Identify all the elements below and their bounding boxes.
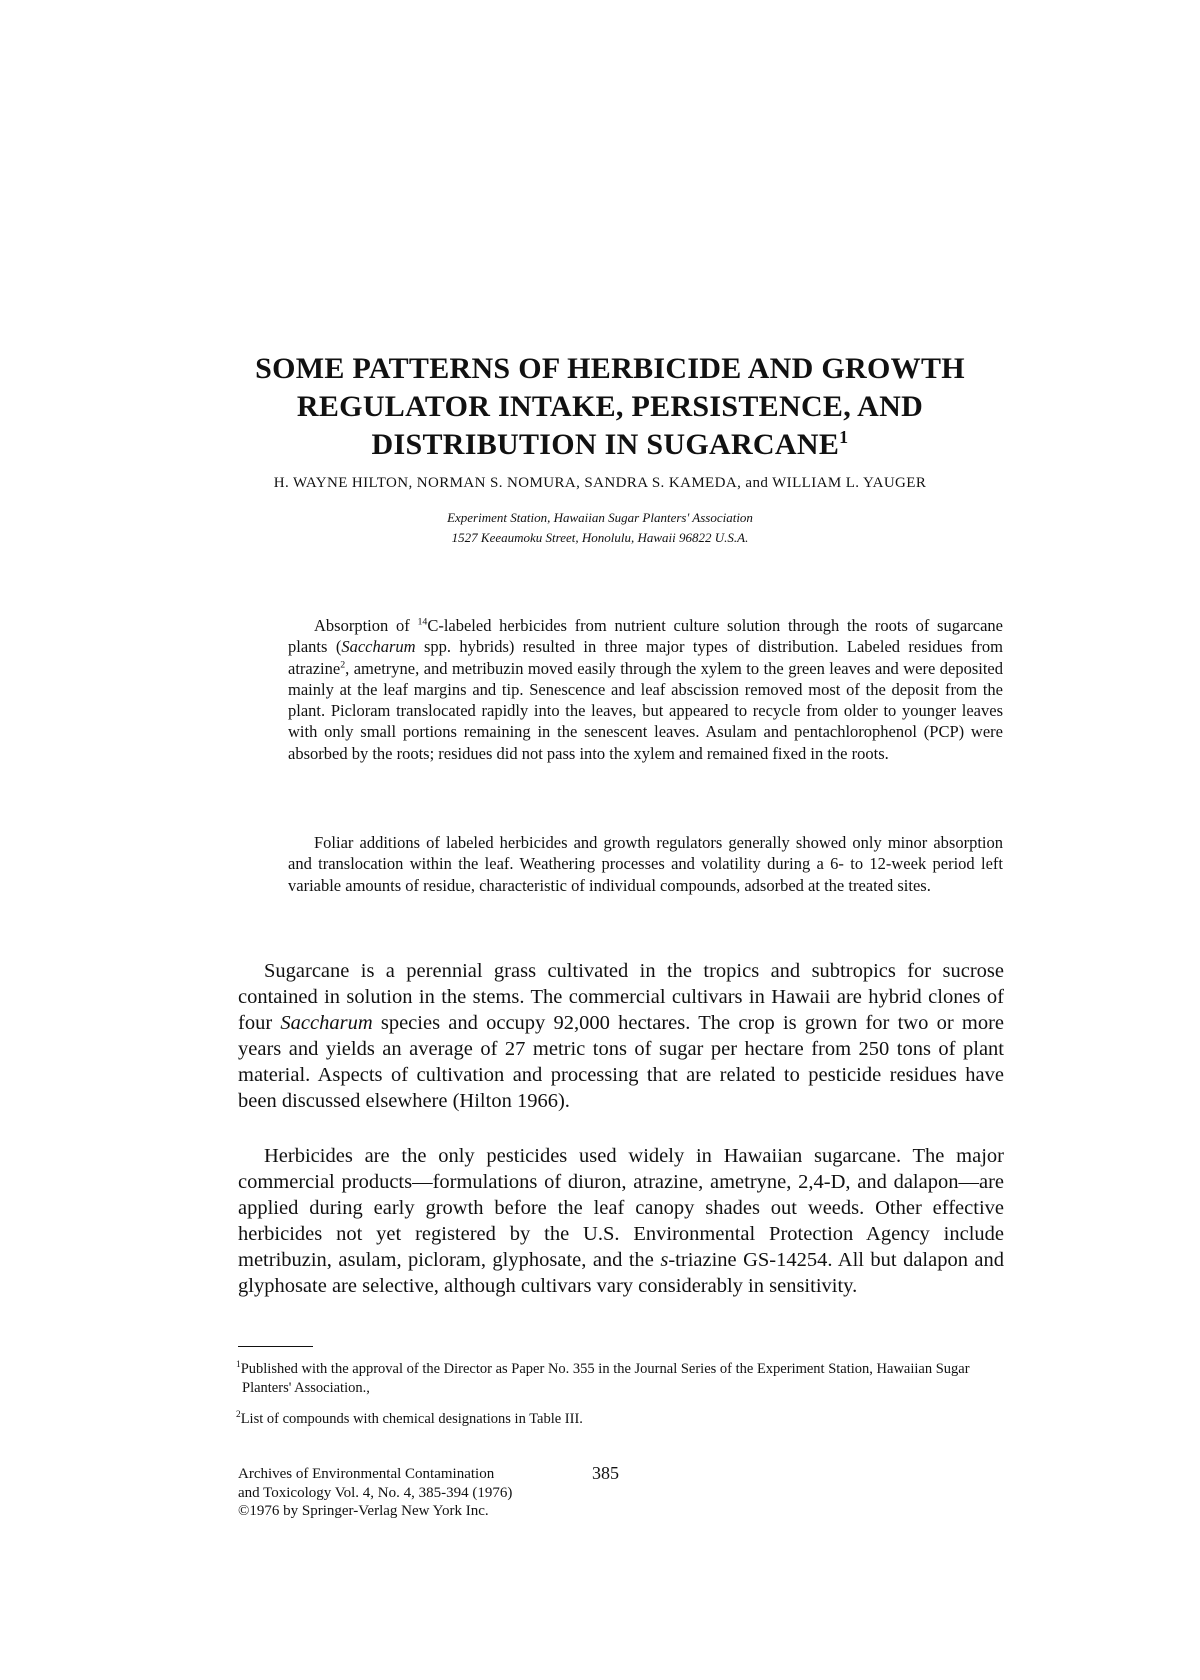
title-footnote-mark: 1 xyxy=(839,427,849,447)
body-text: -triazine GS-14254. All but dalapon and glyphosate are selective, although cultivars vary considerably in sensitivity. xyxy=(238,1249,1004,1297)
footnote xyxy=(236,1410,1012,1429)
title-line: SOME PATTERNS OF HERBICIDE AND GROWTH xyxy=(255,352,965,385)
abstract-paragraph: Foliar additions of labeled herbicides and growth regulators generally showed only minor absorption and translocation within the leaf. Weathering processes and volatility during a 6- to 12-week period left variable amounts of residue, characteristic of individual compounds, adsorbed at the treated sites. xyxy=(288,833,1003,895)
journal-line: and Toxicology Vol. 4, No. 4, 385-394 (1976) xyxy=(238,1484,513,1501)
affiliation xyxy=(150,508,1050,548)
footnote-text: Published with the approval of the Director as Paper No. 355 in the Journal Series of the Experiment Station, Hawaiian Sugar Planters' Association., xyxy=(240,1361,970,1396)
affiliation-line: 1527 Keeaumoku Street, Honolulu, Hawaii 96822 U.S.A. xyxy=(451,530,749,545)
journal-citation xyxy=(238,1465,578,1521)
title-line-text: DISTRIBUTION IN SUGARCANE xyxy=(371,428,840,461)
body-text: species and occupy 92,000 hectares. The crop is grown for two or more years and yields an average of 27 metric tons of sugar per hectare from 250 tons of plant material. Aspects of cultivation and processing that are related to pesticide residues have been discussed elsewhere (Hilton 1966). xyxy=(238,1012,1004,1112)
body-paragraph xyxy=(238,1143,1004,1299)
title-line: REGULATOR INTAKE, PERSISTENCE, AND xyxy=(296,390,924,423)
genus-name: Saccharum xyxy=(280,1012,373,1034)
footnote xyxy=(236,1360,1012,1398)
footnote-mark: 2 xyxy=(236,1410,241,1421)
author-list: H. WAYNE HILTON, NORMAN S. NOMURA, SANDRA S. KAMEDA, and WILLIAM L. YAUGER xyxy=(273,475,927,491)
footnote-divider xyxy=(238,1346,313,1347)
page-number: 385 xyxy=(592,1463,619,1483)
abstract-text: , ametryne, and metribuzin moved easily through the xylem to the green leaves and were deposited mainly at the leaf margins and tip. Senescence and leaf abscission removed most of the deposit from the plant. Picloram translocated rapidly into the leaves, but appeared to recycle from older to younger leaves with only small portions remaining in the senescent leaves. Asulam and pentachlorophenol (PCP) were absorbed by the roots; residues did not pass into the xylem and remained fixed in the roots. xyxy=(288,658,1003,763)
footnote-mark: 1 xyxy=(236,1360,241,1371)
genus-name: Saccharum xyxy=(341,637,416,657)
isotope-superscript: 14 xyxy=(417,616,428,628)
abstract-text: Absorption of xyxy=(314,616,418,635)
body-text: Sugarcane is a perennial grass cultivated in the tropics and subtropics for sucrose contained in solution in the stems. The commercial cultivars in Hawaii are hybrid clones of four xyxy=(238,960,1004,1034)
body-paragraph xyxy=(238,958,1004,1114)
chemical-prefix: s xyxy=(660,1249,669,1271)
abstract-text: spp. hybrids) resulted in three major types of distribution. Labeled residues from atrazine xyxy=(288,637,1003,678)
footnote-reference: 2 xyxy=(340,659,346,671)
abstract-text: C-labeled herbicides from nutrient culture solution through the roots of sugarcane plants ( xyxy=(288,616,1003,657)
journal-line: ©1976 by Springer-Verlag New York Inc. xyxy=(238,1503,489,1519)
paper-title xyxy=(210,350,1010,464)
abstract-paragraph xyxy=(288,615,1003,764)
body-text: Herbicides are the only pesticides used widely in Hawaiian sugarcane. The major commercial products—formulations of diuron, atrazine, ametryne, 2,4-D, and dalapon—are applied during early growth before the leaf canopy shades out weeds. Other effective herbicides not yet registered by the U.S. Environmental Protection Agency include metribuzin, asulam, picloram, glyphosate, and the xyxy=(238,1145,1004,1271)
journal-line: Archives of Environmental Contamination xyxy=(238,1466,495,1482)
affiliation-line: Experiment Station, Hawaiian Sugar Planters' Association xyxy=(447,510,753,525)
footnote-text: List of compounds with chemical designations in Table III. xyxy=(240,1411,583,1427)
title-line xyxy=(210,426,1010,464)
